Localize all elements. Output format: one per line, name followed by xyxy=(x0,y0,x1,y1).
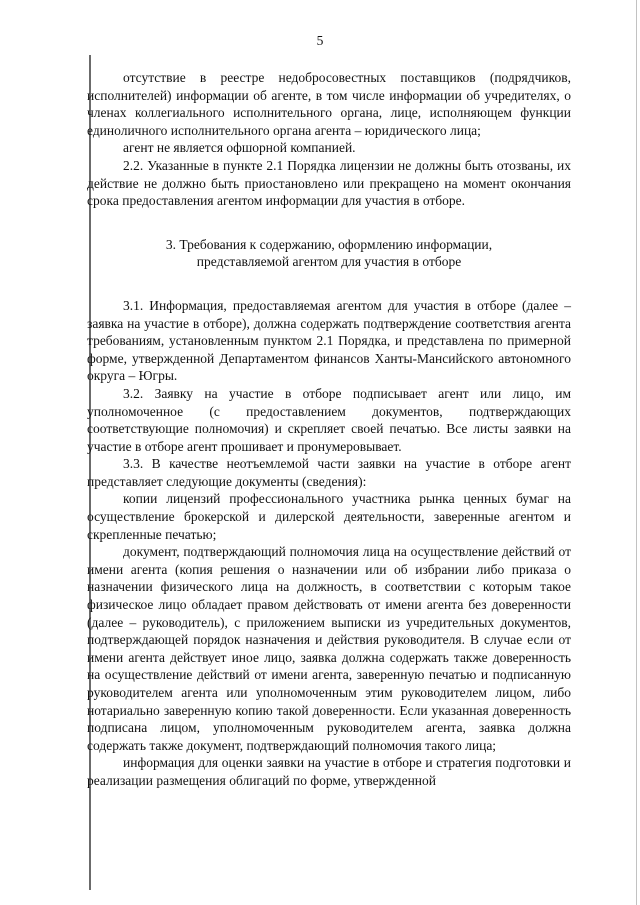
section-3-heading-line-1: 3. Требования к содержанию, оформлению информации, xyxy=(165,236,493,252)
section-3-heading xyxy=(87,236,571,271)
page-number: 5 xyxy=(316,33,324,48)
paragraph-evaluation-info: информация для оценки заявки на участие в отборе и стратегия подготовки и реализации размещения облигаций по форме, утвержденной xyxy=(87,755,571,788)
paragraph-registry-absence: отсутствие в реестре недобросовестных поставщиков (подрядчиков, исполнителей) информации об агенте, в том числе информации об учредителях, о членах коллегиального исполнительного органа, лице, исполняющем функции единоличного исполнительного органа агента – юридического лица; xyxy=(87,70,571,138)
document-body xyxy=(87,69,571,790)
scan-edge-line xyxy=(636,0,637,905)
paragraph-licenses: копии лицензий профессионального участника рынка ценных бумаг на осуществление брокерской и дилерской деятельности, заверенные агентом и скрепленные печатью; xyxy=(87,491,571,542)
paragraph-3-3: 3.3. В качестве неотъемлемой части заявки на участие в отборе агент представляет следующие документы (сведения): xyxy=(87,456,571,489)
paragraph-3-1: 3.1. Информация, предоставляемая агентом для участия в отборе (далее – заявка на участие в отборе), должна содержать подтверждение соответствия агента требованиям, установленным пунктом 2.1 Порядка, и представлена по примерной форме, утвержденной Департаментом финансов Ханты-Мансийского автономного округа – Югры. xyxy=(87,297,571,384)
section-3-heading-line-2: представляемой агентом для участия в отборе xyxy=(196,254,462,270)
paragraph-offshore: агент не является офшорной компанией. xyxy=(123,140,356,156)
paragraph-authority-document: документ, подтверждающий полномочия лица на осуществление действий от имени агента (копия решения о назначении или об избрании либо приказа о назначении физического лица на должность, в соответствии с которым такое физическое лицо обладает правом действовать от имени агента без доверенности (далее – руководитель), с приложением выписки из учредительных документов, подтверждающей порядок назначения и действия руководителя. В случае если от имени агента действует иное лицо, заявка должна содержать также доверенность на осуществление действий от имени агента, заверенную печатью и подписанную руководителем агента или уполномоченным этим руководителем лицом, либо нотариально заверенную копию такой доверенности. Если указанная доверенность подписана лицом, уполномоченным руководителем агента, заявка должна содержать также документ, подтверждающий полномочия такого лица; xyxy=(87,544,571,753)
paragraph-2-2: 2.2. Указанные в пункте 2.1 Порядка лицензии не должны быть отозваны, их действие не должно быть приостановлено или прекращено на момент окончания срока предоставления агентом информации для участия в отборе. xyxy=(87,157,571,209)
paragraph-3-2: 3.2. Заявку на участие в отборе подписывает агент или лицо, им уполномоченное (с предоставлением документов, подтверждающих соответствующие полномочия) и скрепляет своей печатью. Все листы заявки на участие в отборе агент прошивает и пронумеровывает. xyxy=(87,385,571,454)
